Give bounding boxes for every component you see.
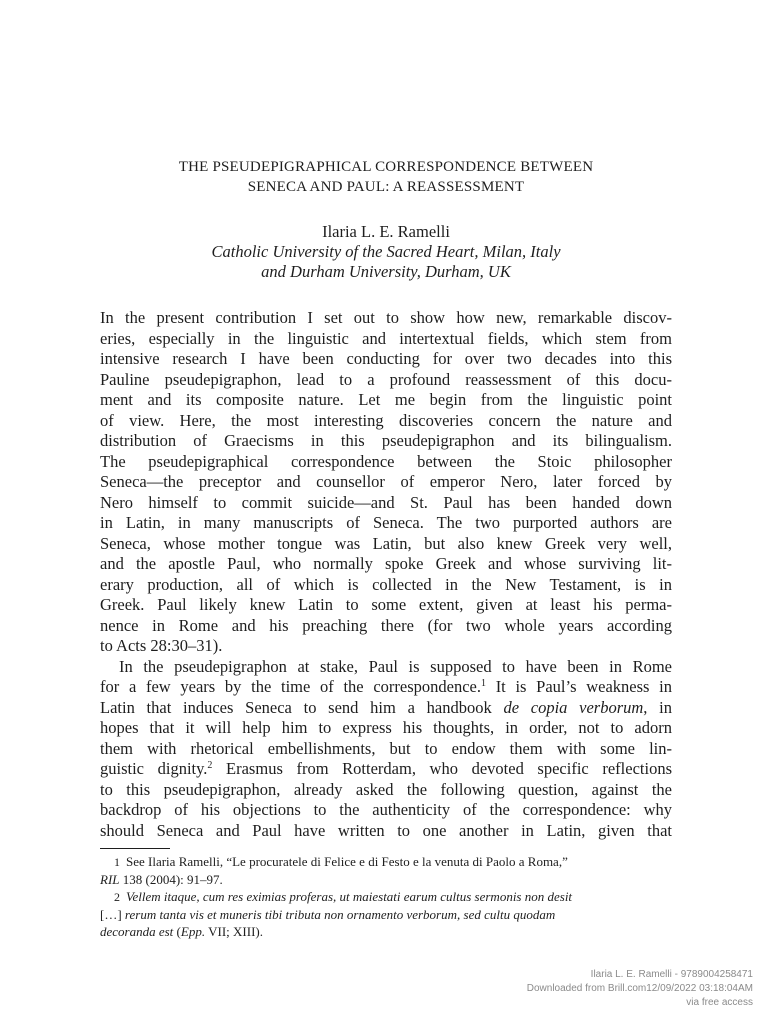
text-line: and the apostle Paul, who normally spoke Greek and whose surviving lit- [100,554,672,573]
text-line: Nero himself to commit suicide—and St. Paul has been handed down [100,492,672,512]
text-line: backdrop of his objections to the authenticity of the correspondence: why [100,800,672,819]
text-line: of view. Here, the most interesting discoveries concern the nature and [100,410,672,430]
text-line: eries, especially in the linguistic and intertextual fields, which stem from [100,328,672,348]
download-stamp [527,968,753,1010]
title-line-1: THE PSEUDEPIGRAPHICAL CORRESPONDENCE BETWEEN [178,159,594,175]
text-line: distribution of Graecisms in this pseudepigraphon and its bilingualism. [100,431,672,450]
text-line: ment and its composite nature. Let me begin from the linguistic point [100,390,672,409]
text-line: Pauline pseudepigraphon, lead to a profound reassessment of this docu- [100,369,672,389]
text-line: The pseudepigraphical correspondence between the Stoic philosopher [100,451,672,471]
stamp-line-3: via free access [686,997,753,1008]
footnote-2-cont: […] rerum tanta vis et muneris tibi tributa non ornamento verborum, sed cultu quodam [100,907,556,922]
text-line: hopes that it will help him to express his thoughts, in order, not to adorn [100,718,672,737]
footnote-divider [100,848,170,849]
text-line: to Acts 28:30–31). [100,636,223,655]
text-line: should Seneca and Paul have written to one another in Latin, given that [100,820,672,840]
footnote-ref-2[interactable]: 2 [207,760,213,771]
footnote-1-cont: RIL 138 (2004): 91–97. [100,872,223,887]
stamp-line-1: Ilaria L. E. Ramelli - 9789004258471 [590,969,753,980]
footnote-2-cont: decoranda est (Epp. VII; XIII). [100,924,263,939]
paragraph-1 [100,308,672,657]
book-title: de copia verborum [503,697,644,717]
affiliation-line-2: and Durham University, Durham, UK [261,262,511,281]
footnotes [100,853,672,940]
text-line: for a few years by the time of the correspondence.$^1$ It is Paul’s weakness in [100,677,672,696]
text-line: In the pseudepigraphon at stake, Paul is supposed to have been in Rome [119,656,672,676]
paragraph-2 [100,657,672,842]
article-title [100,157,672,197]
text-line: Seneca—the preceptor and counsellor of emperor Nero, later forced by [100,472,672,491]
footnote-ref-1[interactable]: 1 [480,678,486,689]
footnote-1: 1 See Ilaria Ramelli, “Le procuratele di Felice e di Festo e la venuta di Paolo a Roma,” [114,854,568,869]
affiliation-line-1: Catholic University of the Sacred Heart, Milan, Italy [211,242,561,261]
text-line: in Latin, in many manuscripts of Seneca. The two purported authors are [100,513,672,532]
author-block [100,222,672,282]
text-line: erary production, all of which is collected in the New Testament, is in [100,574,672,594]
text-line: In the present contribution I set out to show how new, remarkable discov- [100,308,672,327]
footnote-2: 2 Vellem itaque, cum res eximias proferas, ut maiestati earum cultus sermonis non desit [114,889,573,904]
text-line: them with rhetorical embellishments, but to endow them with some lin- [100,738,672,758]
body-text [100,308,672,841]
author-name: Ilaria L. E. Ramelli [322,222,450,241]
text-line: nence in Rome and his preaching there (for two whole years according [100,615,672,635]
text-line: to this pseudepigraphon, already asked the following question, against the [100,779,672,799]
title-line-2: SENECA AND PAUL: A REASSESSMENT [247,179,525,195]
stamp-line-2: Downloaded from Brill.com12/09/2022 03:18:04AM [526,983,753,994]
text-line: Seneca, whose mother tongue was Latin, but also knew Greek very well, [100,533,672,553]
text-line: guistic dignity.$^2$ Erasmus from Rotterdam, who devoted specific reflections [100,759,672,778]
text-line: Latin that induces Seneca to send him a handbook de copia verborum, in [100,697,672,717]
text-line: Greek. Paul likely knew Latin to some extent, given at least his perma- [100,595,672,614]
text-line: intensive research I have been conducting for over two decades into this [100,349,672,368]
